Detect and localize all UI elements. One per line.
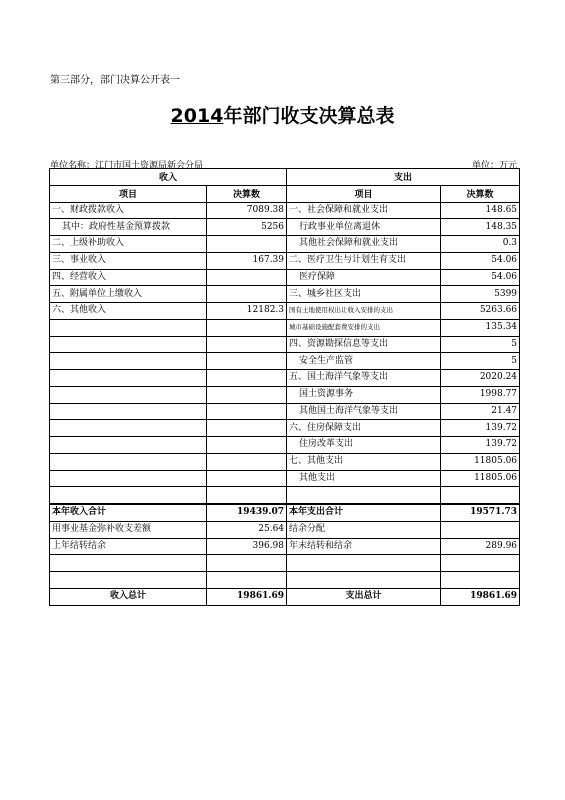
expense-amount-cell: 139.72: [441, 420, 520, 437]
expense-item-cell: 国土资源事务: [287, 386, 441, 403]
table-row: [50, 236, 520, 253]
expense-amount-cell: 11805.06: [441, 453, 520, 470]
table-row: [50, 336, 520, 353]
income-item-cell: [50, 420, 207, 437]
income-item-cell: 六、其他收入: [50, 303, 207, 320]
income-item-cell: [50, 572, 207, 589]
expense-item-cell: 六、住房保障支出: [287, 420, 441, 437]
expense-item-cell: 二、医疗卫生与计划生育支出: [287, 252, 441, 269]
title-year: 2014: [170, 105, 224, 127]
expense-amount-cell: 148.35: [441, 219, 520, 236]
income-amount-cell: [207, 370, 287, 387]
table-row: [50, 386, 520, 403]
expense-amount-cell: [441, 487, 520, 504]
income-item-cell: 三、事业收入: [50, 252, 207, 269]
expense-amount-cell: 148.65: [441, 202, 520, 219]
expense-amount-cell: 19571.73: [441, 504, 520, 521]
income-amount-cell: [207, 470, 287, 487]
part-label: 第三部分，部门决算公开表一: [50, 75, 180, 86]
table-row: [50, 555, 520, 572]
income-amount-cell: 12182.3: [207, 303, 287, 320]
table-row: [50, 420, 520, 437]
income-item-cell: [50, 353, 207, 370]
table-row: [50, 403, 520, 420]
table-row: [50, 370, 520, 387]
unit-money: 单位：万元: [471, 161, 517, 171]
expense-group-header: 支出: [287, 169, 520, 186]
expense-item-cell: 医疗保障: [287, 269, 441, 286]
table-row: [50, 202, 520, 219]
table-row: [50, 219, 520, 236]
income-item-cell: 用事业基金弥补收支差额: [50, 521, 207, 538]
expense-amount-cell: 54.06: [441, 252, 520, 269]
table-row: [50, 286, 520, 303]
income-item-cell: 五、附属单位上缴收入: [50, 286, 207, 303]
table-row: [50, 269, 520, 286]
income-item-cell: [50, 370, 207, 387]
expense-amount-cell: 5263.66: [441, 303, 520, 320]
income-amount-header: 决算数: [207, 185, 287, 202]
income-amount-cell: 167.39: [207, 252, 287, 269]
expense-item-cell: [287, 555, 441, 572]
income-item-cell: 收入总计: [50, 588, 207, 605]
income-item-cell: 其中：政府性基金预算拨款: [50, 219, 207, 236]
expense-item-cell: 其他社会保障和就业支出: [287, 236, 441, 253]
income-amount-cell: [207, 236, 287, 253]
income-amount-cell: 19861.69: [207, 588, 287, 605]
income-amount-cell: [207, 403, 287, 420]
expense-item-cell: 城市基础设施配套费安排的支出: [287, 319, 441, 336]
expense-item-cell: 本年支出合计: [287, 504, 441, 521]
expense-item-cell: 住房改革支出: [287, 437, 441, 454]
expense-amount-cell: 289.96: [441, 538, 520, 555]
page-title: [0, 101, 565, 128]
income-amount-cell: [207, 353, 287, 370]
income-amount-cell: [207, 453, 287, 470]
table-row: [50, 353, 520, 370]
table-row: [50, 437, 520, 454]
expense-item-cell: 安全生产监管: [287, 353, 441, 370]
income-amount-cell: [207, 269, 287, 286]
expense-item-cell: 三、城乡社区支出: [287, 286, 441, 303]
table-row: [50, 538, 520, 555]
table-row: [50, 521, 520, 538]
income-item-cell: [50, 487, 207, 504]
table-row: [50, 252, 520, 269]
expense-amount-cell: [441, 572, 520, 589]
table-row: [50, 470, 520, 487]
expense-amount-cell: 2020.24: [441, 370, 520, 387]
table-row: [50, 303, 520, 320]
income-item-cell: [50, 319, 207, 336]
expense-amount-cell: 139.72: [441, 437, 520, 454]
income-amount-cell: 19439.07: [207, 504, 287, 521]
income-item-cell: [50, 386, 207, 403]
expense-item-cell: 国有土地使用权出让收入安排的支出: [287, 303, 441, 320]
expense-item-cell: 结余分配: [287, 521, 441, 538]
income-amount-cell: [207, 319, 287, 336]
table-row: [50, 588, 520, 605]
expense-amount-cell: 5: [441, 353, 520, 370]
expense-item-cell: 四、资源勘探信息等支出: [287, 336, 441, 353]
expense-amount-cell: 135.34: [441, 319, 520, 336]
budget-table: [49, 168, 520, 606]
expense-item-header: 项目: [287, 185, 441, 202]
expense-amount-cell: [441, 521, 520, 538]
income-amount-cell: 7089.38: [207, 202, 287, 219]
expense-item-cell: 支出总计: [287, 588, 441, 605]
table-row: [50, 319, 520, 336]
income-item-cell: [50, 403, 207, 420]
income-amount-cell: 5256: [207, 219, 287, 236]
expense-amount-cell: 5399: [441, 286, 520, 303]
income-item-header: 项目: [50, 185, 207, 202]
income-item-cell: [50, 336, 207, 353]
expense-item-cell: [287, 572, 441, 589]
expense-amount-cell: 0.3: [441, 236, 520, 253]
expense-item-cell: 五、国土海洋气象等支出: [287, 370, 441, 387]
income-group-header: 收入: [50, 169, 287, 186]
expense-item-cell: 年末结转和结余: [287, 538, 441, 555]
income-item-cell: 上年结转结余: [50, 538, 207, 555]
income-amount-cell: [207, 572, 287, 589]
income-amount-cell: [207, 286, 287, 303]
expense-amount-cell: 5: [441, 336, 520, 353]
expense-item-cell: 一、社会保障和就业支出: [287, 202, 441, 219]
income-item-cell: 本年收入合计: [50, 504, 207, 521]
table-row: [50, 453, 520, 470]
income-amount-cell: [207, 336, 287, 353]
expense-amount-cell: 11805.06: [441, 470, 520, 487]
income-item-cell: 四、经营收入: [50, 269, 207, 286]
table-row: [50, 572, 520, 589]
income-item-cell: 一、财政拨款收入: [50, 202, 207, 219]
table-row: [50, 504, 520, 521]
income-item-cell: 二、上级补助收入: [50, 236, 207, 253]
title-text: 年部门收支决算总表: [223, 105, 395, 127]
expense-item-cell: 其他支出: [287, 470, 441, 487]
income-amount-cell: [207, 487, 287, 504]
expense-amount-cell: 19861.69: [441, 588, 520, 605]
income-amount-cell: [207, 555, 287, 572]
income-amount-cell: [207, 437, 287, 454]
expense-item-cell: 行政事业单位离退休: [287, 219, 441, 236]
expense-amount-cell: 54.06: [441, 269, 520, 286]
expense-item-cell: 其他国土海洋气象等支出: [287, 403, 441, 420]
income-amount-cell: 25.64: [207, 521, 287, 538]
expense-amount-cell: 1998.77: [441, 386, 520, 403]
income-item-cell: [50, 555, 207, 572]
expense-amount-cell: 21.47: [441, 403, 520, 420]
table-row: [50, 487, 520, 504]
unit-name: 单位名称：江门市国土资源局新会分局: [50, 161, 204, 171]
income-amount-cell: [207, 420, 287, 437]
income-item-cell: [50, 437, 207, 454]
income-amount-cell: 396.98: [207, 538, 287, 555]
expense-item-cell: [287, 487, 441, 504]
income-amount-cell: [207, 386, 287, 403]
income-item-cell: [50, 470, 207, 487]
expense-amount-cell: [441, 555, 520, 572]
expense-item-cell: 七、其他支出: [287, 453, 441, 470]
expense-amount-header: 决算数: [441, 185, 520, 202]
income-item-cell: [50, 453, 207, 470]
